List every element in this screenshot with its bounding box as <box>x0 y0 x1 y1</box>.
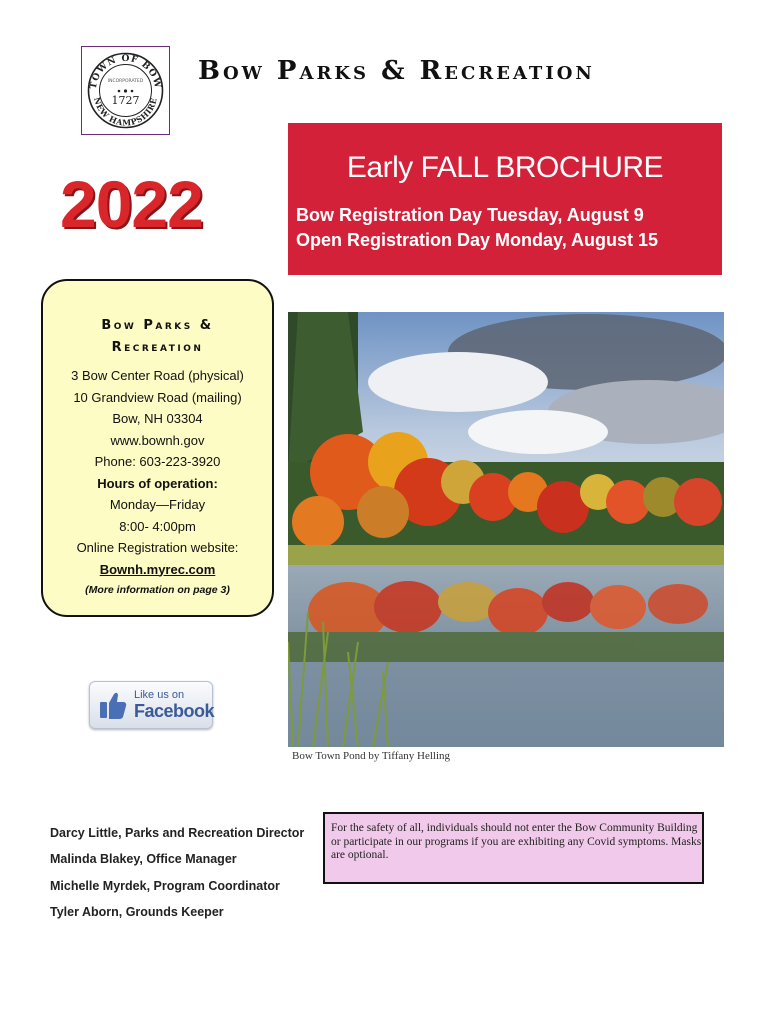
online-registration-link[interactable]: Bownh.myrec.com <box>99 561 216 577</box>
info-heading-line2: Recreation <box>111 340 204 355</box>
website-text: www.bownh.gov <box>110 432 205 448</box>
info-heading-line1: Bow Parks & <box>101 318 214 333</box>
svg-text:TOWN OF BOW: TOWN OF BOW <box>88 53 163 90</box>
city-address: Bow, NH 03304 <box>112 411 203 426</box>
org-title: Bow Parks & Recreation <box>198 56 595 86</box>
brochure-year: 2022 <box>60 167 203 241</box>
staff-item: Darcy Little, Parks and Recreation Director <box>50 826 305 840</box>
staff-item: Michelle Myrdek, Program Coordinator <box>50 878 280 893</box>
thumbs-up-icon <box>99 690 127 724</box>
hours-days: Monday—Friday <box>109 497 206 512</box>
photo-caption: Bow Town Pond by Tiffany Helling <box>292 750 451 762</box>
open-registration-day: Open Registration Day Monday, August 15 <box>296 230 659 250</box>
staff-item: Tyler Aborn, Grounds Keeper <box>50 904 224 919</box>
mailing-address: 10 Grandview Road (mailing) <box>73 389 242 405</box>
covid-notice-box <box>323 812 704 884</box>
covid-notice-text: For the safety of all, individuals should not enter the Bow Community Building or participate in our programs if you are exhibiting any Covid symptoms. Masks are optional. <box>331 822 702 861</box>
facebook-like-text: Like us on <box>134 689 185 701</box>
physical-address: 3 Bow Center Road (physical) <box>71 368 244 383</box>
town-seal-logo <box>81 46 170 135</box>
staff-list <box>50 820 304 925</box>
svg-text:NEW HAMPSHIRE: NEW HAMPSHIRE <box>92 96 159 128</box>
more-info-note: (More information on page 3) <box>85 584 230 596</box>
town-pond-photo <box>288 312 724 747</box>
hours-time: 8:00- 4:00pm <box>119 518 196 534</box>
banner-title: Early FALL BROCHURE <box>346 151 664 184</box>
bow-registration-day: Bow Registration Day Tuesday, August 9 <box>296 205 644 225</box>
brochure-banner <box>288 123 722 275</box>
hours-label: Hours of operation: <box>97 475 218 491</box>
staff-item: Malinda Blakey, Office Manager <box>50 852 237 867</box>
facebook-brand-text: Facebook <box>134 701 215 721</box>
svg-text:INCORPORATED: INCORPORATED <box>107 79 144 84</box>
phone-number: Phone: 603-223-3920 <box>94 454 221 469</box>
online-registration-label: Online Registration website: <box>76 540 239 555</box>
svg-text:1727: 1727 <box>111 94 140 107</box>
info-heading <box>43 315 272 359</box>
contact-info-box <box>41 279 274 617</box>
facebook-like-button[interactable] <box>89 681 213 729</box>
